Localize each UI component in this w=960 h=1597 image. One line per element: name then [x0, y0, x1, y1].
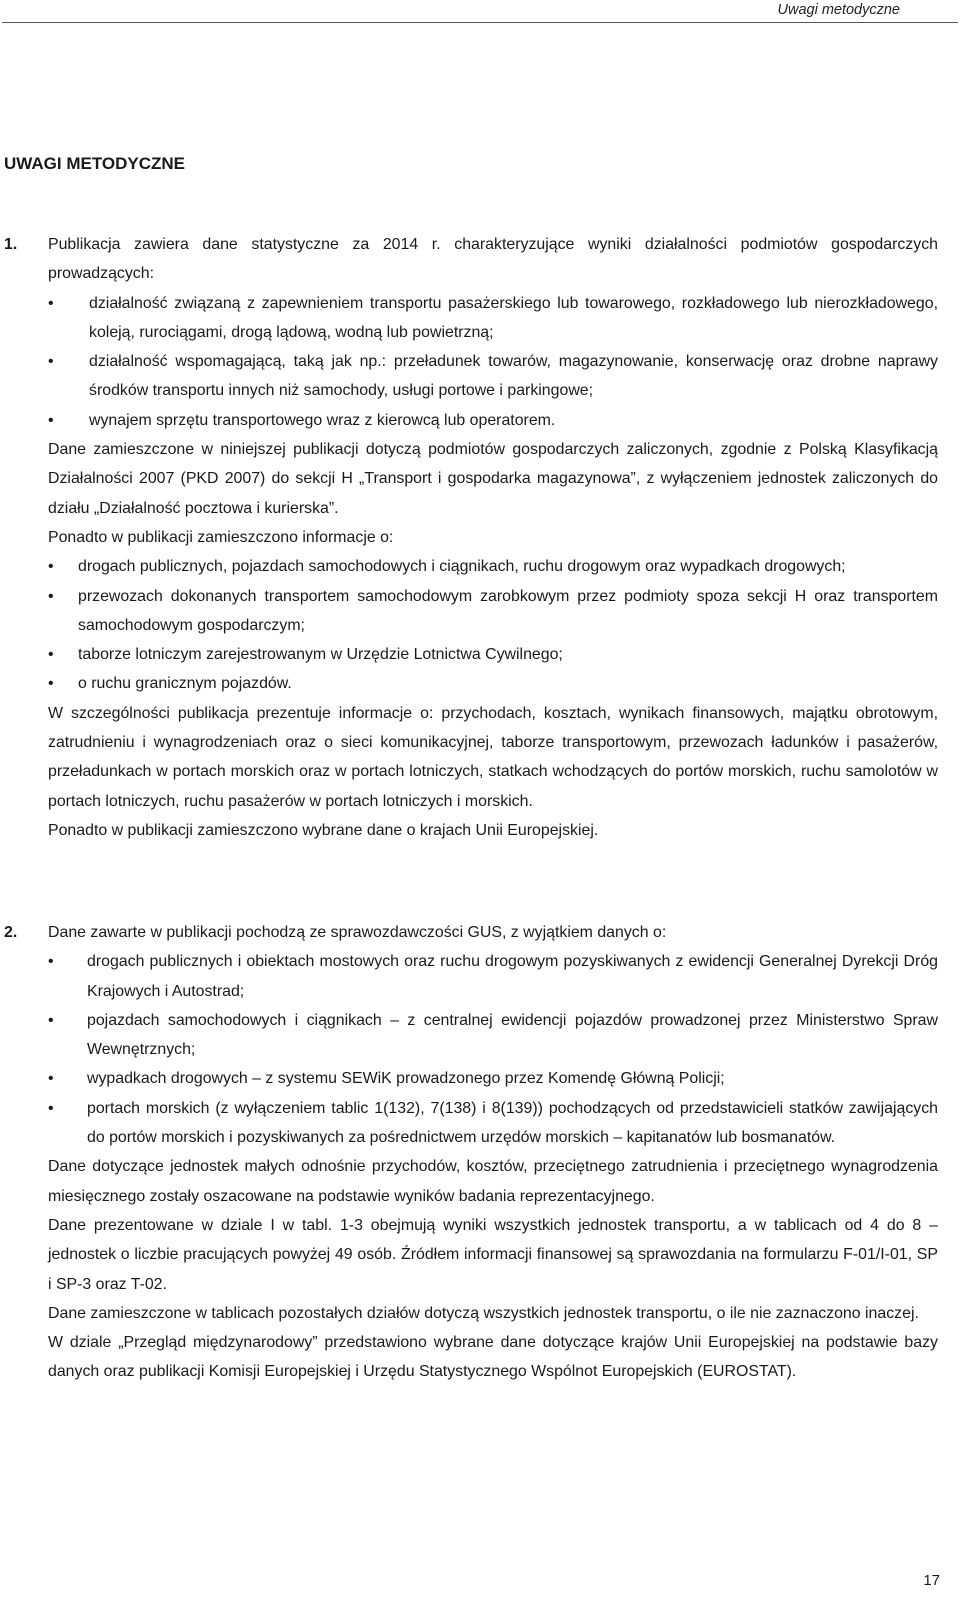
bullet-icon: •	[48, 411, 54, 429]
source-list	[48, 947, 938, 1152]
paragraph: Dane dotyczące jednostek małych odnośnie przychodów, kosztów, przeciętnego zatrudnienia i przeciętnego wynagrodzenia miesięcznego zostały oszacowane na podstawie wyników badania reprezentacyjnego.	[48, 1158, 938, 1205]
bullet-icon: •	[48, 953, 54, 971]
paragraph: Dane zamieszczone w niniejszej publikacji dotyczą podmiotów gospodarczych zaliczonych, zgodnie z Polską Klasyfikacją Działalności 2007 (PKD 2007) do sekcji H „Transport i gospodarka magazynowa”, z wyłączeniem jednostek zaliczonych do działu „Działalność pocztowa i kurierska”.	[48, 441, 938, 517]
list-item-text: wypadkach drogowych – z systemu SEWiK prowadzonego przez Komendę Główną Policji;	[87, 1070, 725, 1088]
section-1	[0, 230, 960, 845]
section-number: 1.	[4, 236, 18, 253]
list-item	[48, 347, 938, 406]
info-list	[48, 552, 938, 698]
bullet-icon: •	[48, 1070, 54, 1088]
activity-list	[48, 289, 938, 435]
list-item	[48, 1006, 938, 1065]
section-number: 2.	[4, 924, 18, 941]
list-item-text: wynajem sprzętu transportowego wraz z kierowcą lub operatorem.	[89, 411, 556, 429]
paragraph: W szczególności publikacja prezentuje informacje o: przychodach, kosztach, wynikach finansowych, majątku obrotowym, zatrudnieniu i wynagrodzeniach oraz o sieci komunikacyjnej, taborze transportowym, przewozach ładunków i pasażerów, przeładunkach w portach morskich oraz w portach lotniczych, statkach wchodzących do portów morskich, ruchu samolotów w portach lotniczych, ruchu pasażerów w portach lotniczych i morskich.	[48, 704, 938, 810]
list-item	[48, 582, 938, 641]
list-item	[48, 406, 938, 435]
list-item-text: o ruchu granicznym pojazdów.	[78, 675, 292, 693]
list-item-text: działalność związaną z zapewnieniem transportu pasażerskiego lub towarowego, rozkładowego lub nierozkładowego, koleją, rurociągami, drogą lądową, wodną lub powietrzną;	[89, 294, 938, 341]
list-item	[48, 1064, 938, 1093]
bullet-icon: •	[48, 294, 54, 312]
bullet-icon: •	[48, 646, 54, 664]
page-number: 17	[923, 1572, 940, 1589]
list-item-text: drogach publicznych, pojazdach samochodowych i ciągnikach, ruchu drogowym oraz wypadkach drogowych;	[78, 558, 846, 576]
list-item-text: drogach publicznych i obiektach mostowych oraz ruchu drogowym pozyskiwanych z ewidencji Generalnej Dyrekcji Dróg Krajowych i Autostrad;	[87, 953, 938, 1000]
list-item-text: działalność wspomagającą, taką jak np.: przeładunek towarów, magazynowanie, konserwację oraz drobne naprawy środków transportu innych niż samochody, usługi portowe i parkingowe;	[89, 353, 938, 400]
list-item	[48, 289, 938, 348]
list-item	[48, 1094, 938, 1153]
bullet-icon: •	[48, 558, 54, 576]
bullet-icon: •	[48, 353, 54, 371]
section-lead: Publikacja zawiera dane statystyczne za 2014 r. charakteryzujące wyniki działalności podmiotów gospodarczych prowadzących:	[48, 236, 938, 283]
bullet-icon: •	[48, 587, 54, 605]
paragraph: Dane prezentowane w dziale I w tabl. 1-3 obejmują wyniki wszystkich jednostek transportu, a w tablicach od 4 do 8 – jednostek o liczbie pracujących powyżej 49 osób. Źródłem informacji finansowej są sprawozdania na formularzu F-01/I-01, SP i SP-3 oraz T-02.	[48, 1216, 938, 1293]
list-item-text: przewozach dokonanych transportem samochodowym zarobkowym przez podmioty spoza sekcji H oraz transportem samochodowym gospodarczym;	[78, 587, 938, 634]
list-item-text: taborze lotniczym zarejestrowanym w Urzędzie Lotnictwa Cywilnego;	[78, 646, 563, 664]
list-item	[48, 640, 938, 669]
list-item-text: pojazdach samochodowych i ciągnikach – z centralnej ewidencji pojazdów prowadzonej przez Ministerstwo Spraw Wewnętrznych;	[87, 1011, 938, 1059]
list-item	[48, 669, 938, 698]
paragraph: Dane zamieszczone w tablicach pozostałych działów dotyczą wszystkich jednostek transportu, o ile nie zaznaczono inaczej.	[48, 1304, 919, 1322]
paragraph: W dziale „Przegląd międzynarodowy” przedstawiono wybrane dane dotyczące krajów Unii Europejskiej na podstawie bazy danych oraz publikacji Komisji Europejskiej i Urzędu Statystycznego Wspólnot Europejskich (EUROSTAT).	[48, 1334, 938, 1381]
section-2	[0, 918, 960, 1387]
list-item	[48, 947, 938, 1006]
bullet-icon: •	[48, 1099, 54, 1117]
running-header: Uwagi metodyczne	[777, 2, 900, 18]
page-title: UWAGI METODYCZNE	[4, 154, 186, 173]
section-lead: Dane zawarte w publikacji pochodzą ze sprawozdawczości GUS, z wyjątkiem danych o:	[48, 924, 667, 941]
bullet-icon: •	[48, 1011, 54, 1029]
header-rule	[2, 22, 958, 23]
paragraph: Ponadto w publikacji zamieszczono informacje o:	[48, 528, 394, 546]
paragraph: Ponadto w publikacji zamieszczono wybrane dane o krajach Unii Europejskiej.	[48, 821, 599, 839]
bullet-icon: •	[48, 675, 54, 693]
list-item	[48, 552, 938, 581]
list-item-text: portach morskich (z wyłączeniem tablic 1(132), 7(138) i 8(139)) pochodzących od przedstawicieli statków zawijających do portów morskich i pozyskiwanych za pośrednictwem urzędów morskich – kapitanatów lub bosmanatów.	[87, 1099, 938, 1147]
